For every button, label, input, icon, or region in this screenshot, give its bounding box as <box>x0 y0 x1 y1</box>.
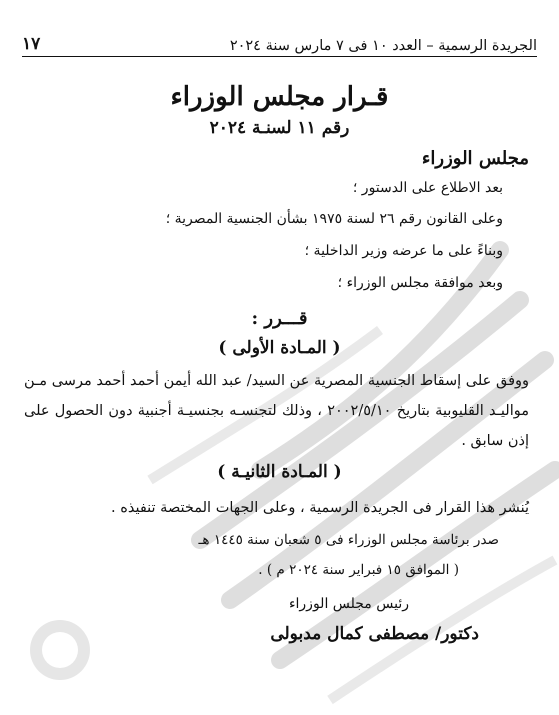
decided-label: قـــرر : <box>251 308 308 329</box>
preamble-line: بعد الاطلاع على الدستور ؛ <box>352 180 503 196</box>
gazette-issue-line: الجريدة الرسمية – العدد ١٠ فى ٧ مارس سنة ٢٠٢٤ <box>229 38 537 54</box>
article-2-body: يُنشر هذا القرار فى الجريدة الرسمية ، وعلى الجهات المختصة تنفيذه . <box>111 500 529 516</box>
header-divider <box>22 56 537 57</box>
decree-number: رقم ١١ لسنـة ٢٠٢٤ <box>209 118 350 138</box>
preamble-line: وعلى القانون رقم ٢٦ لسنة ١٩٧٥ بشأن الجنسية المصرية ؛ <box>165 211 503 227</box>
signer-title: رئيس مجلس الوزراء <box>288 596 409 612</box>
gregorian-date-line: ( الموافق ١٥ فبراير سنة ٢٠٢٤ م ) . <box>258 562 459 578</box>
article-1-title: ( المـادة الأولى ) <box>218 338 341 358</box>
preamble-line: وبعد موافقة مجلس الوزراء ؛ <box>337 275 503 291</box>
article-2-title: ( المـادة الثانيـة ) <box>217 462 342 482</box>
issued-date-line: صدر برئاسة مجلس الوزراء فى ٥ شعبان سنة ١٤٤٥ هـ <box>198 532 499 548</box>
article-1-body: ووفق على إسقاط الجنسية المصرية عن السيد/ عبد الله أيمن أحمد أحمد مرسى مـن مواليـد القليوبية بتاريخ ٢٠٠٢/٥/١٠ ، وذلك لتجنسـه بجنسيـة أجنبية دون الحصول على إذن سابق . <box>24 373 529 449</box>
page-number: ١٧ <box>22 34 41 54</box>
running-header <box>22 30 537 54</box>
decree-title: قـرار مجلس الوزراء <box>170 82 389 112</box>
issuer-heading: مجلس الوزراء <box>421 148 529 169</box>
signer-name: دكتور/ مصطفى كمال مدبولى <box>270 624 479 644</box>
preamble-line: وبناءً على ما عرضه وزير الداخلية ؛ <box>304 243 503 259</box>
